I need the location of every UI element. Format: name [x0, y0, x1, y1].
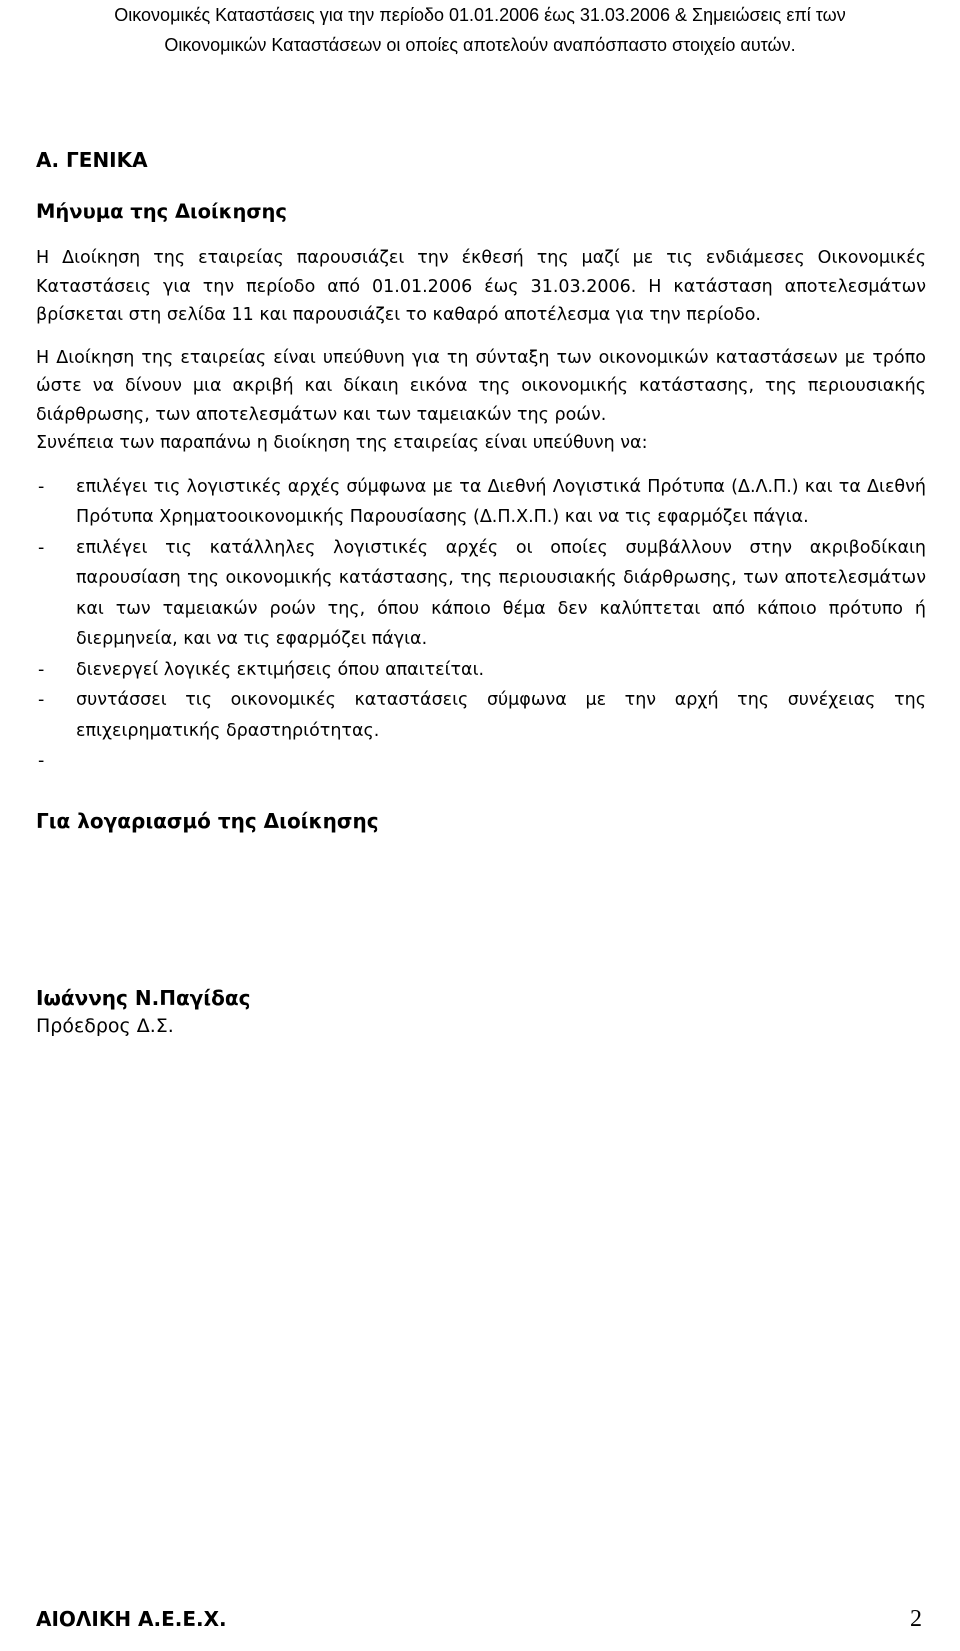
bullet-dash: -	[38, 537, 45, 558]
paragraph-1: Η Διοίκηση της εταιρείας παρουσιάζει την έκθεσή της μαζί με τις ενδιάμεσες Οικονομικές Καταστάσεις για την περίοδο από 01.01.2006 έως 31.03.2006. Η κατάσταση αποτελεσμάτων βρίσκεται στη σελίδα 11 και παρουσιάζει το καθαρό αποτέλεσμα για την περίοδο.	[36, 248, 926, 325]
footer-company-name: ΑΙΟΛΙΚΗ Α.Ε.Ε.Χ.	[36, 1607, 227, 1631]
list-item	[36, 685, 926, 746]
signature-heading: Για λογαριασμό της Διοίκησης	[36, 808, 379, 833]
subheading-management-message: Μήνυμα της Διοίκησης	[36, 200, 287, 223]
header-line-2: Οικονομικών Καταστάσεων οι οποίες αποτελούν αναπόσπαστο στοιχείο αυτών.	[164, 35, 796, 55]
header-line-1: Οικονομικές Καταστάσεις για την περίοδο 01.01.2006 έως 31.03.2006 & Σημειώσεις επί των	[114, 5, 846, 25]
list-item	[36, 472, 926, 533]
bullet-dash: -	[38, 751, 45, 771]
bullet-dash: -	[38, 690, 45, 710]
document-body	[36, 146, 926, 1040]
list-item-text: συντάσσει τις οικονομικές καταστάσεις σύμφωνα με την αρχή της συνέχειας της επιχειρηματικής δραστηριότητας.	[76, 690, 926, 741]
section-title: Α. ΓΕΝΙΚΑ	[36, 148, 148, 172]
list-item	[36, 746, 926, 777]
list-item-text: επιλέγει τις κατάλληλες λογιστικές αρχές οι οποίες συμβάλλουν στην ακριβοδίκαιη παρουσίαση της οικονομικής κατάστασης, της περιουσιακής διάρθρωσης, των αποτελεσμάτων και των ταμειακών ροών της, όπου κάποιο θέμα δεν καλύπτεται από κάποιο πρότυπο ή διερμηνεία, και να τις εφαρμόζει πάγια.	[76, 537, 926, 649]
list-item-text: διενεργεί λογικές εκτιμήσεις όπου απαιτείται.	[76, 659, 485, 680]
bullet-dash: -	[38, 659, 45, 680]
list-item	[36, 533, 926, 655]
page-header	[0, 0, 960, 60]
paragraph-2: Η Διοίκηση της εταιρείας είναι υπεύθυνη για τη σύνταξη των οικονομικών καταστάσεων με τρόπο ώστε να δίνουν μια ακριβή και δίκαιη εικόνα της οικονομικής κατάστασης, της περιουσιακής διάρθρωσης, των αποτελεσμάτων και των ταμειακών της ροών.	[36, 347, 926, 425]
list-item-text	[76, 751, 82, 771]
responsibilities-list	[36, 472, 926, 777]
list-item-text: επιλέγει τις λογιστικές αρχές σύμφωνα με τα Διεθνή Λογιστικά Πρότυπα (Δ.Λ.Π.) και τα Διεθνή Πρότυπα Χρηματοοικονομικής Παρουσίασης (Δ.Π.Χ.Π.) και να τις εφαρμόζει πάγια.	[76, 476, 926, 527]
page-number: 2	[910, 1606, 922, 1632]
list-item	[36, 655, 926, 686]
bullet-dash: -	[38, 476, 45, 497]
paragraph-3: Συνέπεια των παραπάνω η διοίκηση της εταιρείας είναι υπεύθυνη να:	[36, 433, 648, 453]
signer-name: Ιωάννης Ν.Παγίδας	[36, 985, 251, 1010]
signer-role: Πρόεδρος Δ.Σ.	[36, 1014, 174, 1037]
